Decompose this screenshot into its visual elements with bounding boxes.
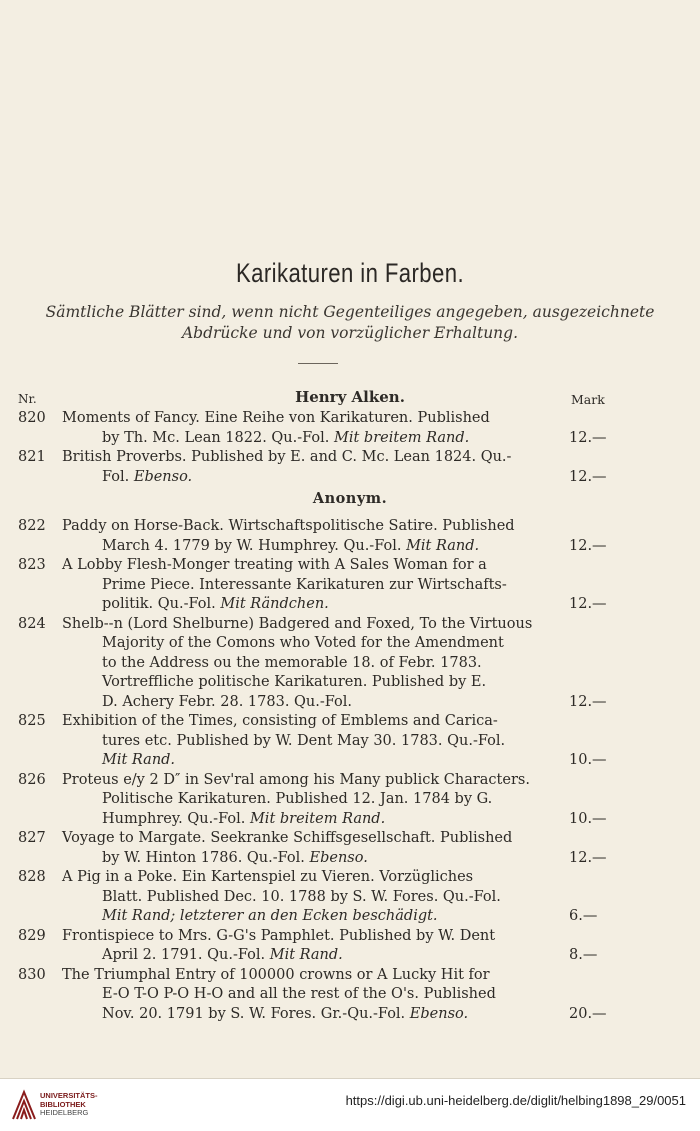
subtitle-line: Abdrücke und von vorzüglicher Erhaltung. (181, 324, 519, 342)
section-heading: Anonym. (312, 490, 388, 507)
entry-text: tures etc. Published by W. Dent May 30. 1783. Qu.-Fol. (102, 732, 506, 749)
entry-text: A Lobby Flesh-Monger treating with A Sales Woman for a (62, 557, 487, 573)
artist-heading: Henry Alken. (295, 388, 405, 406)
entry-text-line (62, 928, 495, 944)
entry-text: Blatt. Published Dec. 10. 1788 by S. W. Fores. Qu.-Fol. (102, 888, 501, 905)
entry-text: Shelb--n (Lord Shelburne) Badgered and Foxed, To the Virtuous (62, 615, 533, 632)
entry-text: Paddy on Horse-Back. Wirtschaftspolitische Satire. Published (62, 518, 515, 534)
entry-number: 827 (18, 830, 46, 846)
entry-text: Prime Piece. Interessante Karikaturen zur Wirtschafts- (102, 576, 507, 593)
entry-condition-note: Mit Rändchen. (220, 596, 329, 612)
entry-text-line (62, 518, 515, 534)
entry-text-line (102, 752, 175, 768)
entry-text: Vortreffliche politische Karikaturen. Published by E. (102, 674, 487, 690)
entry-price: 6.— (569, 908, 598, 924)
entry-price: 12.— (569, 537, 607, 554)
entry-number: 822 (18, 518, 46, 534)
entry-text: by Th. Mc. Lean 1822. Qu.-Fol. (102, 429, 335, 446)
entry-text-line (102, 694, 352, 710)
entry-text-line (102, 791, 492, 807)
entry-text: British Proverbs. Published by E. and C. Mc. Lean 1824. Qu.- (62, 449, 512, 465)
entry-number: 829 (18, 927, 46, 944)
entry-condition-note: Mit Rand. (406, 537, 480, 554)
entry-text-line (102, 596, 329, 612)
entry-text: A Pig in a Poke. Ein Kartenspiel zu Vieren. Vorzügliches (62, 869, 474, 885)
entry-price: 10.— (569, 752, 607, 768)
library-name-line: HEIDELBERG (40, 1108, 89, 1117)
page-subtitle (30, 302, 670, 344)
entry-text-line (102, 430, 469, 446)
entry-condition-note: Ebenso. (409, 1005, 469, 1022)
column-header-nr: Nr. (18, 392, 37, 406)
entry-text: D. Achery Febr. 28. 1783. Qu.-Fol. (102, 693, 353, 710)
entry-number: 820 (18, 410, 46, 426)
entry-price: 20.— (569, 1005, 607, 1022)
entry-text-line (102, 908, 438, 924)
entry-text-line (102, 1006, 468, 1022)
entry-text-line (102, 674, 486, 690)
entry-text: E-O T-O P-O H-O and all the rest of the O's. Published (102, 986, 496, 1002)
entry-text-line (62, 449, 511, 465)
entry-text-line (102, 889, 501, 905)
entry-condition-note: Mit Rand. (269, 947, 343, 963)
entry-text-line (102, 947, 343, 963)
entry-condition-note: Ebenso. (309, 849, 368, 866)
entry-text-line (102, 850, 368, 866)
entry-text: Voyage to Margate. Seekranke Schiffsgesellschaft. Published (62, 830, 513, 846)
entry-text-line (102, 986, 496, 1002)
entry-text: Humphrey. Qu.-Fol. (102, 810, 250, 827)
entry-text: Proteus e/y 2 D″ in Sev'ral among his Many publick Characters. (62, 771, 530, 788)
entry-number: 824 (18, 615, 46, 632)
column-header-mark: Mark (571, 392, 605, 407)
entry-text-line (62, 869, 473, 885)
entry-text: to the Address ou the memorable 18. of Febr. 1783. (102, 654, 482, 671)
entry-text-line (62, 616, 532, 632)
entry-number: 821 (18, 449, 46, 465)
library-logo-icon (10, 1089, 38, 1121)
library-name-line: BIBLIOTHEK (40, 1099, 86, 1109)
library-name-line: UNIVERSITÄTS- (40, 1091, 98, 1100)
page-title: Karikaturen in Farben. (235, 258, 465, 288)
entry-price: 12.— (569, 693, 607, 710)
entry-text-line (102, 577, 507, 593)
entry-text-line (102, 469, 192, 485)
footer-bar (0, 1078, 700, 1131)
entry-text-line (62, 713, 498, 729)
entry-text-line (102, 655, 482, 671)
entry-number: 823 (18, 557, 46, 573)
entry-condition-note: Mit Rand. (102, 752, 176, 768)
entry-text-line (62, 967, 490, 983)
entry-text: The Triumphal Entry of 100000 crowns or A Lucky Hit for (62, 966, 490, 983)
entry-condition-note: Mit Rand; letzterer an den Ecken beschädigt. (102, 908, 438, 924)
entry-text: Frontispiece to Mrs. G-G's Pamphlet. Published by W. Dent (62, 927, 496, 944)
entry-number: 825 (18, 713, 46, 729)
entry-text: Nov. 20. 1791 by S. W. Fores. Gr.-Qu.-Fol. (102, 1005, 410, 1022)
entry-text-line (62, 557, 487, 573)
entry-text: Politische Karikaturen. Published 12. Jan. 1784 by G. (102, 791, 493, 807)
entry-number: 828 (18, 869, 46, 885)
entry-text-line (102, 811, 385, 827)
entry-price: 12.— (569, 596, 607, 612)
entry-text-line (62, 772, 530, 788)
entry-text: Exhibition of the Times, consisting of Emblems and Carica- (62, 713, 498, 729)
title-divider (298, 363, 338, 364)
entry-number: 830 (18, 966, 46, 983)
source-url-link[interactable]: https://digi.ub.uni-heidelberg.de/diglit/helbing1898_29/0051 (345, 1093, 686, 1108)
entry-condition-note: Ebenso. (133, 468, 193, 485)
library-name (40, 1092, 98, 1118)
entry-text-line (102, 538, 479, 554)
entry-text: April 2. 1791. Qu.-Fol. (102, 947, 270, 963)
entry-price: 12.— (569, 429, 607, 446)
entry-text: March 4. 1779 by W. Humphrey. Qu.-Fol. (102, 537, 407, 554)
entry-text: politik. Qu.-Fol. (102, 596, 221, 612)
entry-text: Majority of the Comons who Voted for the Amendment (102, 635, 504, 651)
subtitle-line: Sämtliche Blätter sind, wenn nicht Gegenteiliges angegeben, ausgezeichnete (45, 303, 655, 321)
column-header-row (0, 388, 700, 408)
entry-price: 10.— (569, 810, 607, 827)
entry-condition-note: Mit breitem Rand. (334, 429, 470, 446)
entry-text-line (102, 635, 504, 651)
entry-text: by W. Hinton 1786. Qu.-Fol. (102, 849, 310, 866)
entry-price: 8.— (569, 947, 598, 963)
entry-condition-note: Mit breitem Rand. (249, 810, 386, 827)
entry-number: 826 (18, 771, 46, 788)
entry-text-line (62, 830, 512, 846)
entry-text: Fol. (102, 468, 134, 485)
entry-price: 12.— (569, 468, 607, 485)
entry-text-line (102, 733, 505, 749)
entry-price: 12.— (569, 849, 607, 866)
entry-text: Moments of Fancy. Eine Reihe von Karikaturen. Published (62, 410, 490, 426)
entry-text-line (62, 410, 490, 426)
